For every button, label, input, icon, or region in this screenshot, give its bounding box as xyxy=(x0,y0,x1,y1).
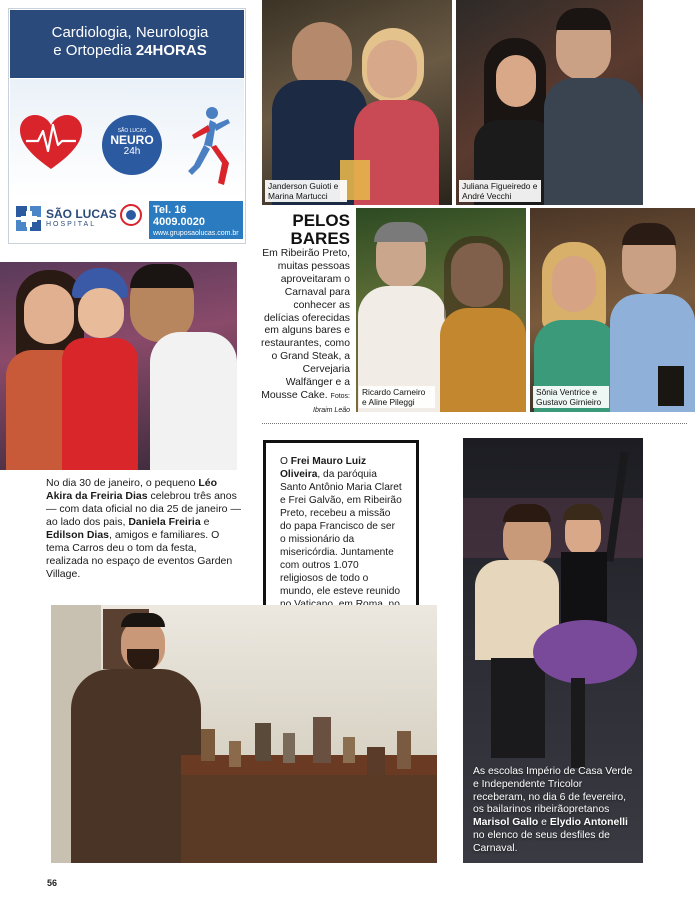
escolas-text xyxy=(473,766,633,856)
hospital-logo-icon xyxy=(16,206,42,232)
photo-leo-family xyxy=(0,262,237,470)
photo-credit-name: Ibraim Leão xyxy=(313,406,350,414)
neuro-badge-sub: 24h xyxy=(123,146,141,157)
caption-juliana: Juliana Figueiredo e André Vecchi xyxy=(459,180,541,202)
section-divider xyxy=(262,423,687,424)
neuro-badge-main: NEURO xyxy=(110,133,154,147)
leo-mother-name: Daniela Freiria xyxy=(128,516,201,528)
pelos-title-line1: PELOS xyxy=(292,211,350,230)
section-title-pelos-bares xyxy=(258,212,350,248)
leo-father-name: Edilson Dias xyxy=(46,529,110,541)
escolas-text-3: no elenco de seus desfiles de Carnaval. xyxy=(473,829,610,854)
accreditation-seal-icon xyxy=(120,204,142,226)
ad-title xyxy=(20,24,240,60)
photo-janderson-marina xyxy=(262,0,452,205)
neuro-badge-top: SÃO LUCAS xyxy=(117,128,147,134)
leo-text-2: celebrou três anos — com data oficial no dia 25 de janeiro — ao lado dos pais, xyxy=(46,490,241,528)
leo-text-1: No dia 30 de janeiro, o pequeno xyxy=(46,477,199,489)
ad-illustration-area xyxy=(10,79,244,197)
ad-title-line2 xyxy=(20,42,240,60)
caption-sonia: Sônia Ventrice e Gustavo Girnieiro xyxy=(533,386,609,408)
leo-text-4: , amigos e familiares. O tema Carros deu o tom da festa, realizada no espaço de eventos Garden Village. xyxy=(46,529,233,580)
ad-phone-number[interactable]: Tel. 16 4009.0020 xyxy=(153,204,205,228)
frei-name: Frei Mauro Luiz Oliveira xyxy=(280,456,367,480)
caption-janderson: Janderson Guioti e Marina Martucci xyxy=(265,180,347,202)
leo-birthday-text xyxy=(46,477,242,581)
dancer-elydio: Elydio Antonelli xyxy=(549,817,628,829)
hospital-logo-sub: HOSPITAL xyxy=(46,221,97,228)
pelos-title-line2: BARES xyxy=(290,229,350,248)
hospital-advertisement[interactable] xyxy=(8,8,246,244)
hospital-logo-name: SÃO LUCAS xyxy=(46,207,117,221)
leo-name: Léo Akira da Freiria Dias xyxy=(46,477,218,502)
neuro-24h-badge xyxy=(102,115,162,175)
pelos-bares-text xyxy=(258,248,350,418)
dancer-marisol: Marisol Gallo xyxy=(473,817,539,829)
runner-icon xyxy=(182,105,238,189)
photo-escolas-bailarinos xyxy=(463,438,643,863)
photo-sonia-gustavo xyxy=(530,208,695,412)
pelos-bares-body: Em Ribeirão Preto, muitas pessoas aproveitaram o Carnaval para conhecer as delícias oferecidas em alguns bares e restaurantes, como o Grand Steak, a Cervejaria Walfänger e a Mousse Cake. xyxy=(261,248,350,401)
ad-title-line2-text: e Ortopedia xyxy=(53,42,136,59)
caption-ricardo: Ricardo Carneiro e Aline Pileggi xyxy=(359,386,435,408)
ad-website-link[interactable]: www.gruposaolucas.com.br xyxy=(153,230,239,237)
frei-text-2: , da paróquia Santo Antônio Maria Claret e Frei Galvão, em Ribeirão Preto, recebeu a missão do papa Francisco de ser o missionário da misericórdia. Juntamente com outros 1.070 religiosos de todo o mundo, ele esteve reunido xyxy=(280,469,402,597)
photo-juliana-andre xyxy=(456,0,643,205)
photo-frei-mauro xyxy=(51,605,437,863)
ad-title-24h: 24HORAS xyxy=(135,42,207,59)
escolas-text-2: e xyxy=(538,817,550,829)
photo-ricardo-aline xyxy=(356,208,526,412)
heart-icon xyxy=(18,113,84,173)
leo-text-3: e xyxy=(200,516,210,528)
ad-title-line1: Cardiologia, Neurologia xyxy=(51,24,209,41)
frei-text-1: O xyxy=(280,456,291,467)
escolas-text-1: As escolas Império de Casa Verde e Independente Tricolor receberam, no dia 6 de fevereiro, os bailarinos ribeirãopretanos xyxy=(473,766,633,816)
ad-contact-box[interactable] xyxy=(149,201,243,239)
page-number: 56 xyxy=(47,878,58,888)
ad-header-band xyxy=(10,10,244,78)
photo-credit-label: Fotos: xyxy=(330,392,350,400)
